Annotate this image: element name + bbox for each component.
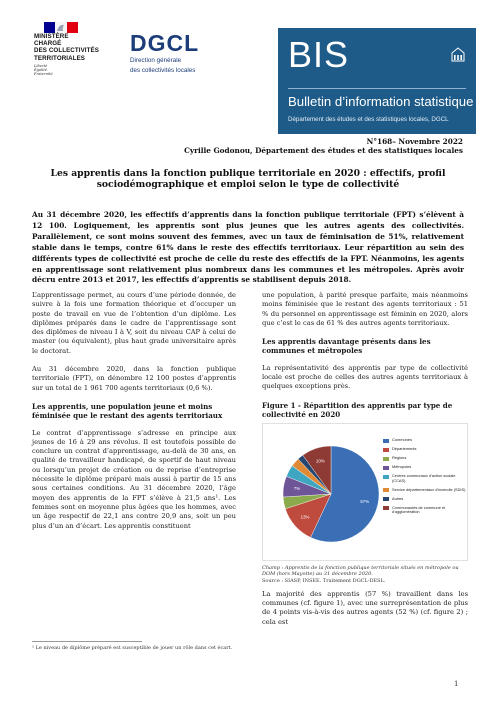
figure-source: Source : SIASP, INSEE. Traitement DGCL-DESL.: [262, 577, 386, 584]
chart-legend: [383, 438, 467, 519]
legend-swatch: [383, 506, 389, 510]
slice-data-label: 10%: [315, 458, 325, 464]
body-paragraph: L’apprentissage permet, au cours d’une période donnée, de suivre à la fois une formation théorique et d’occuper un poste de travail en vue de l’obtention d’un diplôme. Les diplômes préparés dans le cadre de l’apprentissage sont des diplômes de niveau I à V, soit du niveau CAP à celui de master (ou équivalent), plus haut grade universitaire après le doctorat.: [32, 291, 236, 355]
right-column: [262, 291, 468, 636]
legend-item: [383, 456, 467, 461]
ministry-name-line: DES COLLECTIVITÉS: [34, 47, 99, 55]
legend-label: Métropoles: [392, 464, 412, 470]
dgcl-logo-block: [130, 32, 250, 75]
left-column: [32, 291, 236, 540]
figure-1-pie-chart: [262, 423, 468, 561]
ministry-name-line: MINISTÈRE: [34, 33, 69, 40]
section-heading: Les apprentis davantage présents dans les communes et métropoles: [262, 337, 431, 356]
legend-item: [383, 465, 467, 470]
legend-label: Centres communaux d'action sociale (CCAS): [392, 473, 456, 483]
bis-subtitle: Bulletin d’information statistique: [288, 94, 474, 109]
marianne-flag-icon: [44, 22, 78, 33]
legend-swatch: [383, 497, 389, 501]
legend-label: Communes: [392, 437, 412, 443]
body-paragraph: Au 31 décembre 2020, dans la fonction publique territoriale (FPT), on dénombre 12 100 postes d’apprentis sur un total de 1 961 700 agents territoriaux (0,6 %).: [32, 365, 236, 392]
slice-data-label: 7%: [293, 486, 301, 492]
motto-line: Fraternité: [34, 72, 53, 77]
page-number: 1: [454, 680, 459, 688]
bis-department: Département des études et des statistiques locales, DGCL: [288, 116, 449, 123]
legend-label: Départements: [392, 446, 417, 452]
figure-title: Figure 1 - Répartition des apprentis par type de collectivité en 2020: [262, 400, 453, 419]
legend-swatch: [383, 439, 389, 443]
summary-paragraph: Au 31 décembre 2020, les effectifs d’apprentis dans la fonction publique territoriale (FPT) s’élèvent à 12 100. Logiquement, les apprentis sont plus jeunes que les autres agents des collectivités. Parallèlement, ce sont moins souvent des femmes, avec un taux de féminisation de 51%, relativement stable dans le temps, contre 61% dans le reste des effectifs territoriaux. Leur répartition au sein des différents types de collectivité est proche de celle du reste des effectifs de la FPT. Néanmoins, les agents en apprentissage sont relativement plus nombreux dans les communes et les métropoles. Après avoir décru entre 2013 et 2017, les effectifs d’apprentis se stabilisent depuis 2018.: [32, 210, 464, 285]
building-icon: [451, 46, 465, 62]
body-paragraph: La majorité des apprentis (57 %) travaillent dans les communes (cf. figure 1), avec une surreprésentation de plus de 4 points vis-à-vis des autres agents (52 %) (cf. figure 2) ; cela est: [262, 589, 468, 626]
slice-data-label: 13%: [300, 514, 310, 520]
pie-chart: [281, 444, 381, 544]
legend-label: Communautés de commune et d'agglomération: [392, 504, 446, 515]
ministry-logo: [34, 22, 104, 77]
legend-swatch: [383, 475, 389, 479]
legend-item: [383, 488, 467, 493]
legend-label: Autres: [392, 495, 404, 501]
footnote: ¹ Le niveau de diplôme préparé est susceptible de jouer un rôle dans cet écart.: [32, 645, 233, 651]
section-heading: Les apprentis, une population jeune et moins féminisée que le restant des agents territoriaux: [32, 401, 223, 421]
legend-swatch: [383, 466, 389, 470]
motto-line: Égalité: [34, 68, 47, 73]
figure-field-note: Champ : Apprentis de la fonction publique territoriale situés en métropole ou DOM (hors Mayotte) au 31 décembre 2020.: [262, 565, 459, 578]
legend-item: [383, 506, 467, 515]
legend-item: [383, 447, 467, 452]
body-paragraph: La représentativité des apprentis par type de collectivité locale est proche de celles des autres agents territoriaux à quelques exceptions près.: [262, 363, 468, 391]
legend-item: [383, 497, 467, 502]
body-paragraph: une population, à parité presque parfaite, mais néanmoins moins féminisée que le restant des agents territoriaux : 51 % du personnel en apprentissage est féminin en 2020, alors que c’est le cas de 61 % des autres agents territoriaux.: [262, 291, 468, 327]
bis-logo: BIS: [288, 34, 350, 75]
legend-item: [383, 438, 467, 443]
report-header: [0, 0, 495, 135]
body-paragraph: Le contrat d’apprentissage s’adresse en principe aux jeunes de 16 à 29 ans révolus. Il est toutefois possible de conclure un contrat d’apprentissage, au-delà de 30 ans, en qualité de travailleur handicapé, de sportif de haut niveau ou lorsqu’un projet de création ou de reprise d’entreprise nécessite le diplôme préparé mais aussi à partir de 15 ans sous certaines conditions. Au 31 décembre 2020, l’âge moyen des apprentis de la FPT s’élève à 21,5 ans¹. Les femmes sont en moyenne plus âgées que les hommes, avec un âge respectif de 22,1 ans contre 20,9 ans, soit un peu plus d’un an d’écart. Les apprentis constituent: [32, 428, 236, 530]
dgcl-subtitle-line: Direction générale: [130, 57, 182, 64]
republic-motto: [34, 64, 104, 77]
slice-data-label: 57%: [360, 499, 370, 505]
bis-banner: [278, 28, 476, 134]
banner-divider: [288, 88, 466, 89]
legend-swatch: [383, 457, 389, 461]
dgcl-logo: DGCL: [130, 30, 200, 56]
document-title: Les apprentis dans la fonction publique territoriale en 2020 : effectifs, profil sociodémographique et emploi selon le type de collectivité: [50, 168, 446, 191]
legend-label: Service départementaux d'incendie (SDIS): [392, 486, 466, 492]
legend-label: Régions: [392, 455, 407, 461]
motto-line: Liberté: [34, 63, 48, 68]
footnote-divider: [32, 641, 142, 642]
dgcl-subtitle-line: des collectivités locales: [130, 67, 196, 75]
ministry-name-line: TERRITORIALES: [34, 54, 86, 62]
issue-number: N°168– Novembre 2022: [366, 137, 463, 146]
legend-item: [383, 474, 467, 483]
author-line: Cyrille Godonou, Département des études et des statistiques locales: [184, 146, 463, 155]
ministry-name-line: CHARGÉ: [34, 40, 62, 48]
legend-swatch: [383, 488, 389, 492]
legend-swatch: [383, 448, 389, 452]
